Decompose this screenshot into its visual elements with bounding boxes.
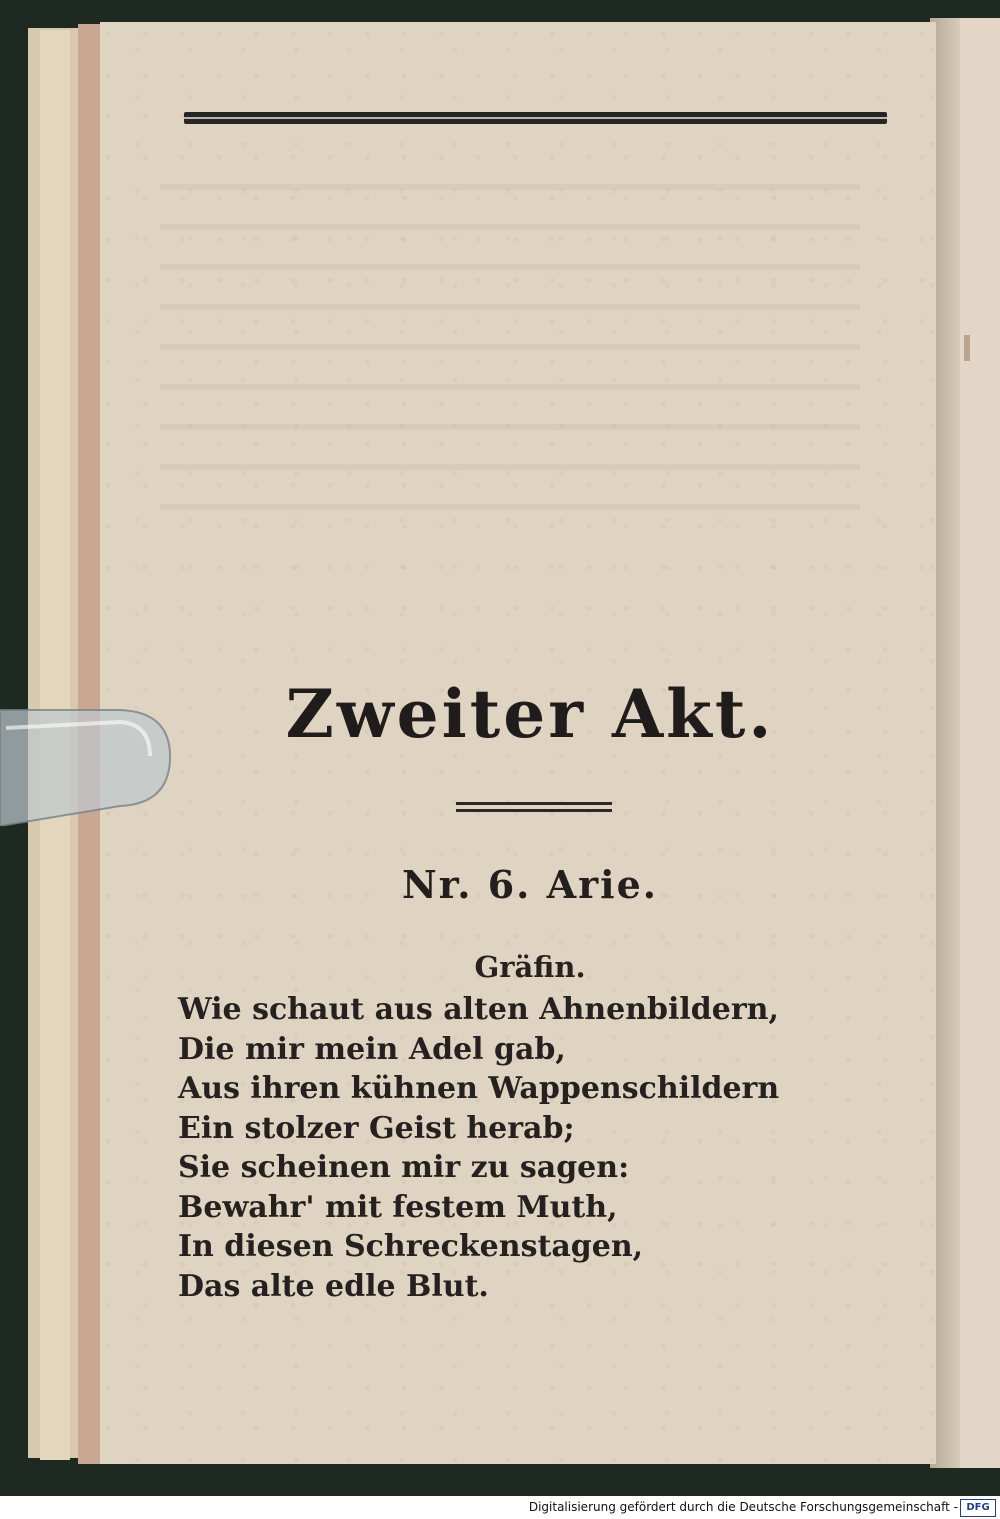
- footer-bar: [0, 1496, 1000, 1519]
- verse-line: In diesen Schreckenstagen,: [178, 1229, 644, 1264]
- show-through-text: [160, 150, 860, 510]
- act-heading: Zweiter Akt.: [285, 675, 775, 753]
- dfg-logo-icon: DFG: [960, 1499, 996, 1517]
- verse-line: Ein stolzer Geist herab;: [178, 1110, 575, 1146]
- verse-line: Wie schaut aus alten Ahnenbildern,: [178, 992, 779, 1027]
- transparent-page-holder: [0, 708, 172, 826]
- footer-credit: Digitalisierung gefördert durch die Deutsche Forschungsgemeinschaft -: [528, 1500, 958, 1514]
- verse-list: [178, 990, 818, 1306]
- speaker-name: Gräfin.: [474, 950, 586, 984]
- number-title: Nr. 6. Arie.: [402, 862, 658, 907]
- verse-line: Das alte edle Blut.: [178, 1268, 489, 1304]
- top-rule: [184, 112, 887, 124]
- verse-line: Sie scheinen mir zu sagen:: [178, 1150, 630, 1185]
- verse-line: Aus ihren kühnen Wappenschildern: [178, 1071, 780, 1106]
- verse-line: Die mir mein Adel gab,: [178, 1031, 566, 1067]
- facing-page-mark: [964, 335, 970, 361]
- verse-line: Bewahr' mit festem Muth,: [178, 1189, 618, 1225]
- double-rule: [456, 802, 612, 812]
